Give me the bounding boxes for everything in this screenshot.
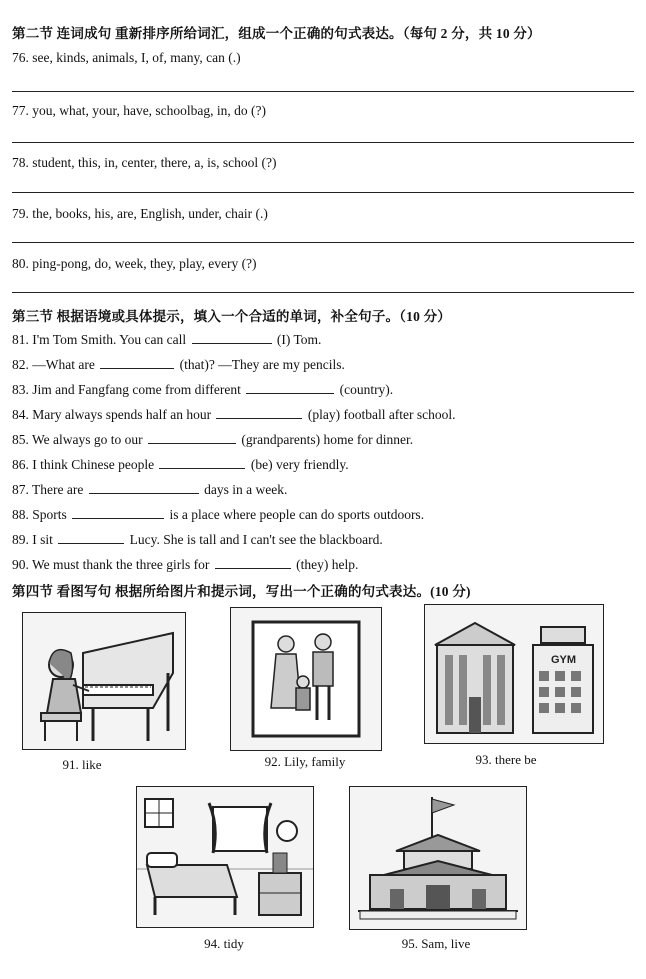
question-77: 77. you, what, your, have, schoolbag, in, do (?): [12, 103, 267, 118]
question-80: 80. ping-pong, do, week, they, play, every (?): [12, 256, 257, 271]
blank-86[interactable]: [159, 456, 245, 469]
question-87: [12, 481, 287, 498]
question-85: [12, 431, 413, 448]
blank-81[interactable]: [192, 331, 272, 344]
blank-89[interactable]: [58, 531, 124, 544]
question-88-hint: is a place where people can do sports outdoors.: [169, 507, 425, 522]
question-90-hint: (they) help.: [296, 557, 359, 572]
blank-90[interactable]: [215, 556, 291, 569]
caption-93: 93. there be: [475, 752, 537, 767]
piano-girl-icon: [23, 613, 185, 749]
blank-87[interactable]: [89, 481, 199, 494]
section3-header: 第三节 根据语境或具体提示，填入一个合适的单词，补全句子。（10 分）: [12, 309, 451, 324]
caption-94: 94. tidy: [204, 936, 244, 951]
question-79: 79. the, books, his, are, English, under, chair (.): [12, 206, 268, 221]
section2-header: 第二节 连词成句 重新排序所给词汇，组成一个正确的句式表达。（每句 2 分，共 10 分）: [12, 26, 541, 41]
bedroom-icon: [137, 787, 313, 927]
picture-92: [230, 607, 382, 751]
question-82: [12, 356, 345, 373]
section4-header: 第四节 看图写句 根据所给图片和提示词，写出一个正确的句式表达。(10 分): [12, 584, 471, 599]
answer-line-76[interactable]: [12, 91, 634, 92]
picture-93: [424, 604, 604, 744]
question-84-hint: (play) football after school.: [307, 407, 456, 422]
question-83-hint: (country).: [339, 382, 394, 397]
question-89-text: 89. I sit: [12, 532, 53, 547]
question-87-text: 87. There are: [12, 482, 84, 497]
answer-line-80[interactable]: [12, 292, 634, 293]
question-87-hint: days in a week.: [204, 482, 288, 497]
question-88: [12, 506, 424, 523]
family-photo-icon: [231, 608, 381, 750]
caption-95: 95. Sam, live: [401, 936, 471, 951]
question-85-text: 85. We always go to our: [12, 432, 143, 447]
answer-line-77[interactable]: [12, 142, 634, 143]
question-89-hint: Lucy. She is tall and I can't see the blackboard.: [129, 532, 383, 547]
question-84-text: 84. Mary always spends half an hour: [12, 407, 212, 422]
blank-82[interactable]: [100, 356, 174, 369]
svg-text:GYM: GYM: [551, 654, 577, 666]
question-86-hint: (be) very friendly.: [250, 457, 349, 472]
question-88-text: 88. Sports: [12, 507, 67, 522]
blank-88[interactable]: [72, 506, 164, 519]
answer-line-78[interactable]: [12, 192, 634, 193]
question-81-text: 81. I'm Tom Smith. You can call: [12, 332, 187, 347]
picture-94: [136, 786, 314, 928]
question-83: [12, 381, 393, 398]
question-90-text: 90. We must thank the three girls for: [12, 557, 210, 572]
question-81: [12, 331, 321, 348]
question-82-hint: (that)? —They are my pencils.: [179, 357, 345, 372]
picture-91: [22, 612, 186, 750]
question-83-text: 83. Jim and Fangfang come from different: [12, 382, 241, 397]
blank-84[interactable]: [216, 406, 302, 419]
blank-83[interactable]: [246, 381, 334, 394]
question-85-hint: (grandparents) home for dinner.: [241, 432, 414, 447]
question-78: 78. student, this, in, center, there, a, is, school (?): [12, 155, 277, 170]
blank-85[interactable]: [148, 431, 236, 444]
tiananmen-icon: [350, 787, 526, 929]
caption-91: 91. like: [62, 757, 102, 772]
question-90: [12, 556, 358, 573]
question-76: 76. see, kinds, animals, I, of, many, can (.): [12, 50, 241, 65]
question-86-text: 86. I think Chinese people: [12, 457, 155, 472]
question-81-hint: (I) Tom.: [276, 332, 322, 347]
question-82-text: 82. —What are: [12, 357, 95, 372]
picture-95: [349, 786, 527, 930]
question-86: [12, 456, 349, 473]
buildings-gym-icon: [425, 605, 603, 743]
question-84: [12, 406, 456, 423]
caption-92: 92. Lily, family: [264, 754, 346, 769]
answer-line-79[interactable]: [12, 242, 634, 243]
question-89: [12, 531, 383, 548]
